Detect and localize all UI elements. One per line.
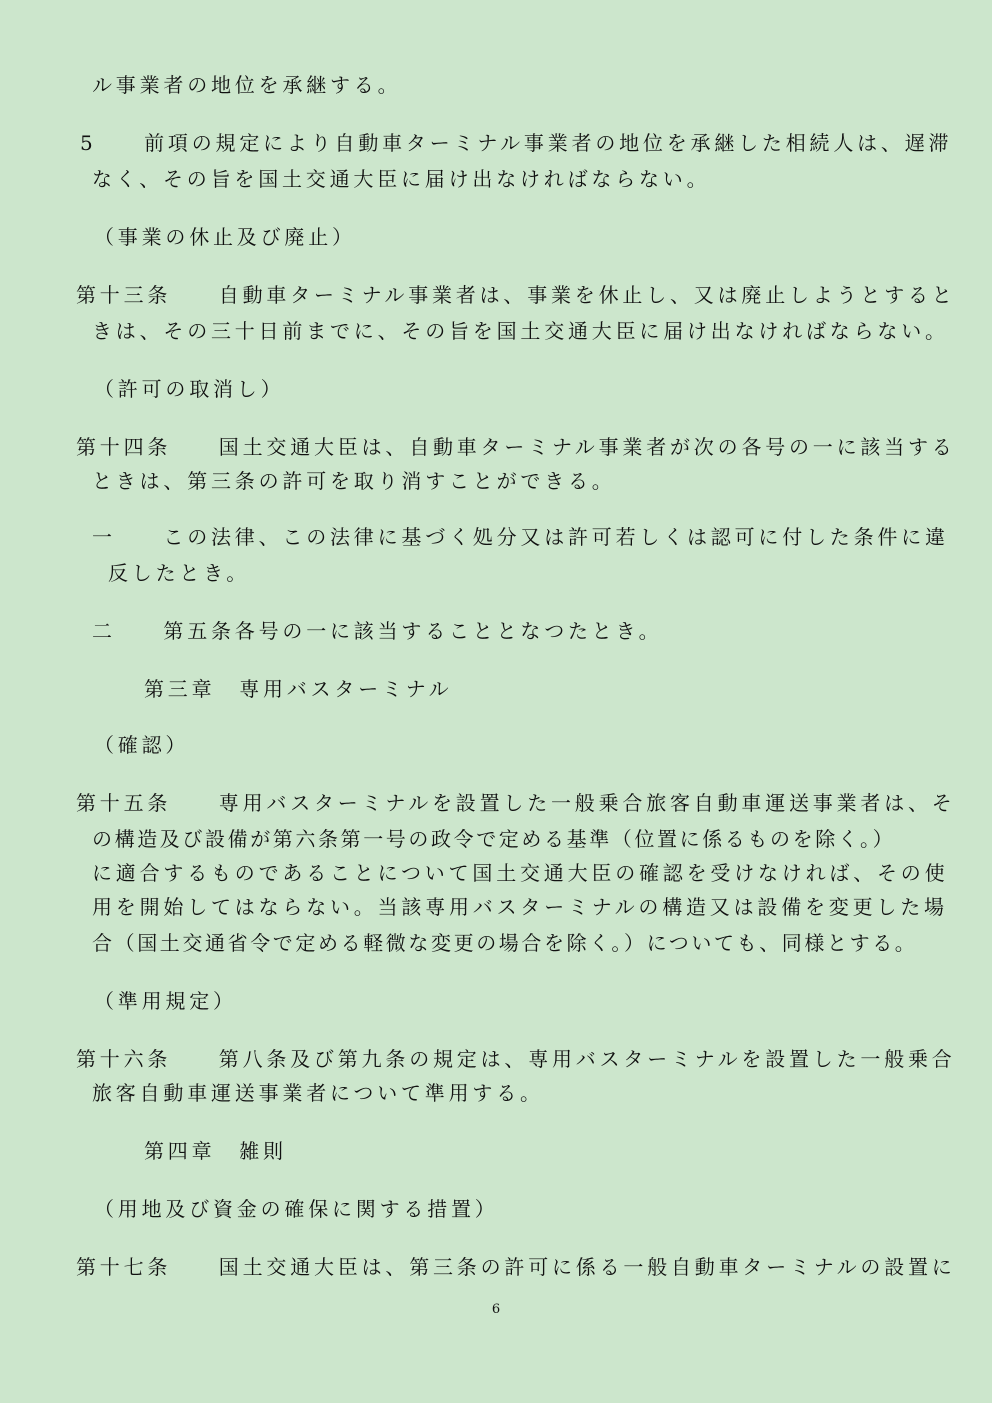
chapter-4-heading: 第四章 雑則 — [144, 1139, 287, 1163]
paragraph-5-line-2: なく、その旨を国土交通大臣に届け出なければならない。 — [92, 167, 711, 191]
article-13-line-2: きは、その三十日前までに、その旨を国土交通大臣に届け出なければならない。 — [92, 319, 949, 343]
page-number: 6 — [491, 1302, 501, 1317]
article-15-line-4: 用を開始してはならない。当該専用バスターミナルの構造又は設備を変更した場 — [92, 895, 948, 919]
article-15-line-3: に適合するものであることについて国土交通大臣の確認を受けなければ、その使 — [92, 861, 949, 885]
heading-confirmation: （確認） — [94, 733, 190, 757]
heading-revocation: （許可の取消し） — [94, 377, 285, 401]
article-17-line-1: 第十七条 国土交通大臣は、第三条の許可に係る一般自動車ターミナルの設置に — [76, 1255, 956, 1279]
article-15-line-1: 第十五条 専用バスターミナルを設置した一般乗合旅客自動車運送事業者は、そ — [76, 791, 956, 815]
article-16-line-1: 第十六条 第八条及び第九条の規定は、専用バスターミナルを設置した一般乗合 — [76, 1047, 956, 1071]
article-15-line-2: の構造及び設備が第六条第一号の政令で定める基準（位置に係るものを除く。） — [92, 827, 896, 851]
article-15-line-5: 合（国土交通省令で定める軽微な変更の場合を除く。）についても、同様とする。 — [92, 931, 918, 955]
heading-land-funds: （用地及び資金の確保に関する措置） — [94, 1197, 499, 1221]
item-1-line-2: 反したとき。 — [108, 561, 250, 585]
heading-suspension-abolition: （事業の休止及び廃止） — [94, 225, 356, 249]
article-14-line-1: 第十四条 国土交通大臣は、自動車ターミナル事業者が次の各号の一に該当する — [76, 435, 956, 459]
item-2: 二 第五条各号の一に該当することとなつたとき。 — [92, 619, 663, 643]
text-line: ル事業者の地位を承継する。 — [92, 73, 402, 97]
article-16-line-2: 旅客自動車運送事業者について準用する。 — [92, 1081, 544, 1105]
article-14-line-2: ときは、第三条の許可を取り消すことができる。 — [92, 469, 616, 493]
item-1-line-1: 一 この法律、この法律に基づく処分又は許可若しくは認可に付した条件に違 — [92, 525, 949, 549]
heading-application: （準用規定） — [94, 989, 237, 1013]
article-13-line-1: 第十三条 自動車ターミナル事業者は、事業を休止し、又は廃止しようとすると — [76, 283, 956, 307]
paragraph-5-line-1: 5 前項の規定により自動車ターミナル事業者の地位を承継した相続人は、遅滞 — [80, 131, 953, 155]
chapter-3-heading: 第三章 専用バスターミナル — [144, 677, 453, 701]
